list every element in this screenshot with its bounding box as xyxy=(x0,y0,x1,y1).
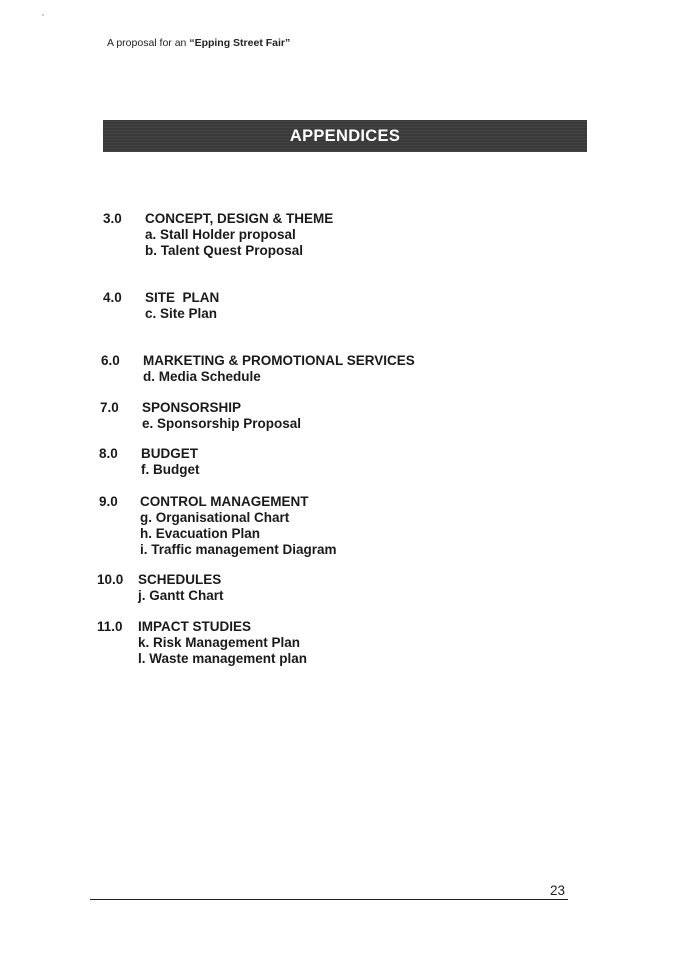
section-number: 4.0 xyxy=(103,290,122,305)
section-number: 7.0 xyxy=(100,400,119,415)
section-number: 10.0 xyxy=(97,572,124,587)
appendix-item: e. Sponsorship Proposal xyxy=(142,416,302,431)
section-title: MARKETING & PROMOTIONAL SERVICES xyxy=(143,353,415,368)
section-number: 3.0 xyxy=(103,211,122,226)
section-number: 11.0 xyxy=(97,619,123,634)
section-number: 8.0 xyxy=(99,446,118,461)
appendix-item: f. Budget xyxy=(141,462,200,477)
section-title: SCHEDULES xyxy=(138,572,222,587)
appendix-item: b. Talent Quest Proposal xyxy=(145,243,304,258)
appendix-item: a. Stall Holder proposal xyxy=(145,227,296,242)
section-title: CONCEPT, DESIGN & THEME xyxy=(145,211,334,226)
section-title: BUDGET xyxy=(141,446,198,461)
appendix-item: j. Gantt Chart xyxy=(138,588,224,603)
appendix-item: k. Risk Management Plan xyxy=(138,635,301,650)
scan-speck xyxy=(42,14,44,16)
header-title: “Epping Street Fair” xyxy=(189,37,291,49)
appendix-item: d. Media Schedule xyxy=(143,369,261,384)
page-number: 23 xyxy=(550,883,566,898)
header-prefix: A proposal for an xyxy=(107,37,190,49)
appendices-banner xyxy=(103,120,587,152)
section-number: 6.0 xyxy=(101,353,120,368)
section-title: IMPACT STUDIES xyxy=(138,619,252,634)
appendix-item: h. Evacuation Plan xyxy=(140,526,261,541)
appendix-item: l. Waste management plan xyxy=(138,651,308,666)
banner-title: APPENDICES xyxy=(289,126,401,145)
section-title: CONTROL MANAGEMENT xyxy=(140,494,309,509)
section-number: 9.0 xyxy=(99,494,118,509)
appendix-item: g. Organisational Chart xyxy=(140,510,290,525)
running-header xyxy=(107,37,290,49)
section-title: SITE PLAN xyxy=(145,290,220,305)
appendix-item: i. Traffic management Diagram xyxy=(140,542,337,557)
section-title: SPONSORSHIP xyxy=(142,400,242,415)
footer-rule xyxy=(90,899,568,900)
appendix-item: c. Site Plan xyxy=(145,306,218,321)
